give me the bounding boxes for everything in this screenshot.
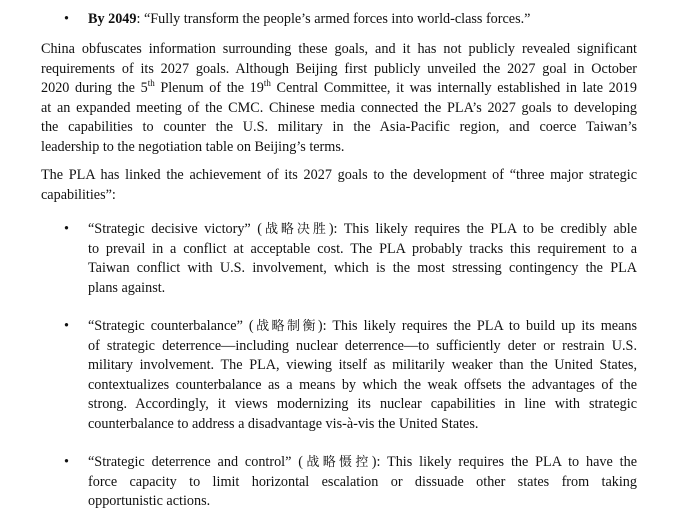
capability-line: “Strategic deterrence and control” (战略慑控): This likely requires the PLA to have the (88, 454, 637, 470)
bullet-dot: • (64, 318, 69, 334)
capability-line: strong. Accordingly, it views modernizing its nuclear capabilities in line with strategic (88, 396, 637, 412)
capability-decisive-victory (64, 220, 637, 298)
bullet-dot: • (64, 221, 69, 237)
capability-line: opportunistic actions. (88, 493, 211, 509)
goal-2049-bullet (64, 10, 664, 30)
paragraph-line: capabilities”: (41, 186, 116, 203)
capability-line: contextualizes counterbalance as a means by which the weak offsets the advantages of the (88, 376, 637, 393)
paragraph-line: requirements of its 2027 goals. Although Beijing first publicly unveiled the 2027 goal in October (41, 60, 637, 77)
bullet-dot: • (64, 11, 69, 27)
paragraph-line: The PLA has linked the achievement of its 2027 goals to the development of “three major strategic (41, 167, 637, 183)
capability-line: counterbalance to address a disadvantage vis-à-vis the United States. (88, 415, 479, 432)
paragraph-three-capabilities (41, 166, 637, 205)
goal-2049-text (88, 11, 530, 27)
capability-line: of strategic deterrence—including nuclear deterrence—to sufficiently deter or restrain U.S. (88, 337, 637, 354)
goal-2049-label: By 2049 (88, 11, 137, 27)
capability-line: “Strategic counterbalance” (战略制衡): This likely requires the PLA to build up its means (88, 318, 637, 334)
paragraph-line: China obfuscates information surrounding these goals, and it has not publicly revealed significant (41, 41, 637, 57)
paragraph-line: leadership to the negotiation table on Beijing’s terms. (41, 138, 345, 155)
capability-line: plans against. (88, 279, 166, 296)
capability-counterbalance (64, 317, 637, 434)
bullet-dot: • (64, 454, 69, 470)
capability-deterrence-control (64, 453, 637, 512)
paragraph-2027-goals (41, 40, 637, 157)
chinese-term: 战略决胜 (261, 222, 329, 237)
goal-2049-quote: : “Fully transform the people’s armed forces into world-class forces.” (136, 11, 531, 27)
chinese-term: 战略制衡 (253, 319, 318, 334)
paragraph-line: at an expanded meeting of the CMC. Chinese media connected the PLA’s 2027 goals to developing (41, 99, 637, 116)
capability-line: force capacity to limit horizontal escalation or dissuade other states from taking (88, 473, 637, 490)
capability-line: “Strategic decisive victory” (战略决胜): This likely requires the PLA to be credibly able (88, 221, 637, 237)
capability-line: military involvement. The PLA, viewing itself as militarily weaker than the United States, (88, 357, 637, 373)
capability-line: to prevail in a conflict at acceptable cost. The PLA probably tracks this requirement to a (88, 240, 637, 257)
paragraph-line: 2020 during the 5th Plenum of the 19th Central Committee, it was internally established in late 2019 (41, 78, 637, 96)
chinese-term: 战略慑控 (303, 455, 372, 470)
paragraph-line: the capabilities to counter the U.S. military in the Asia-Pacific region, and coerce Taiwan’s (41, 119, 637, 135)
capability-line: Taiwan conflict with U.S. involvement, which is the most stressing contingency the PLA (88, 260, 637, 276)
